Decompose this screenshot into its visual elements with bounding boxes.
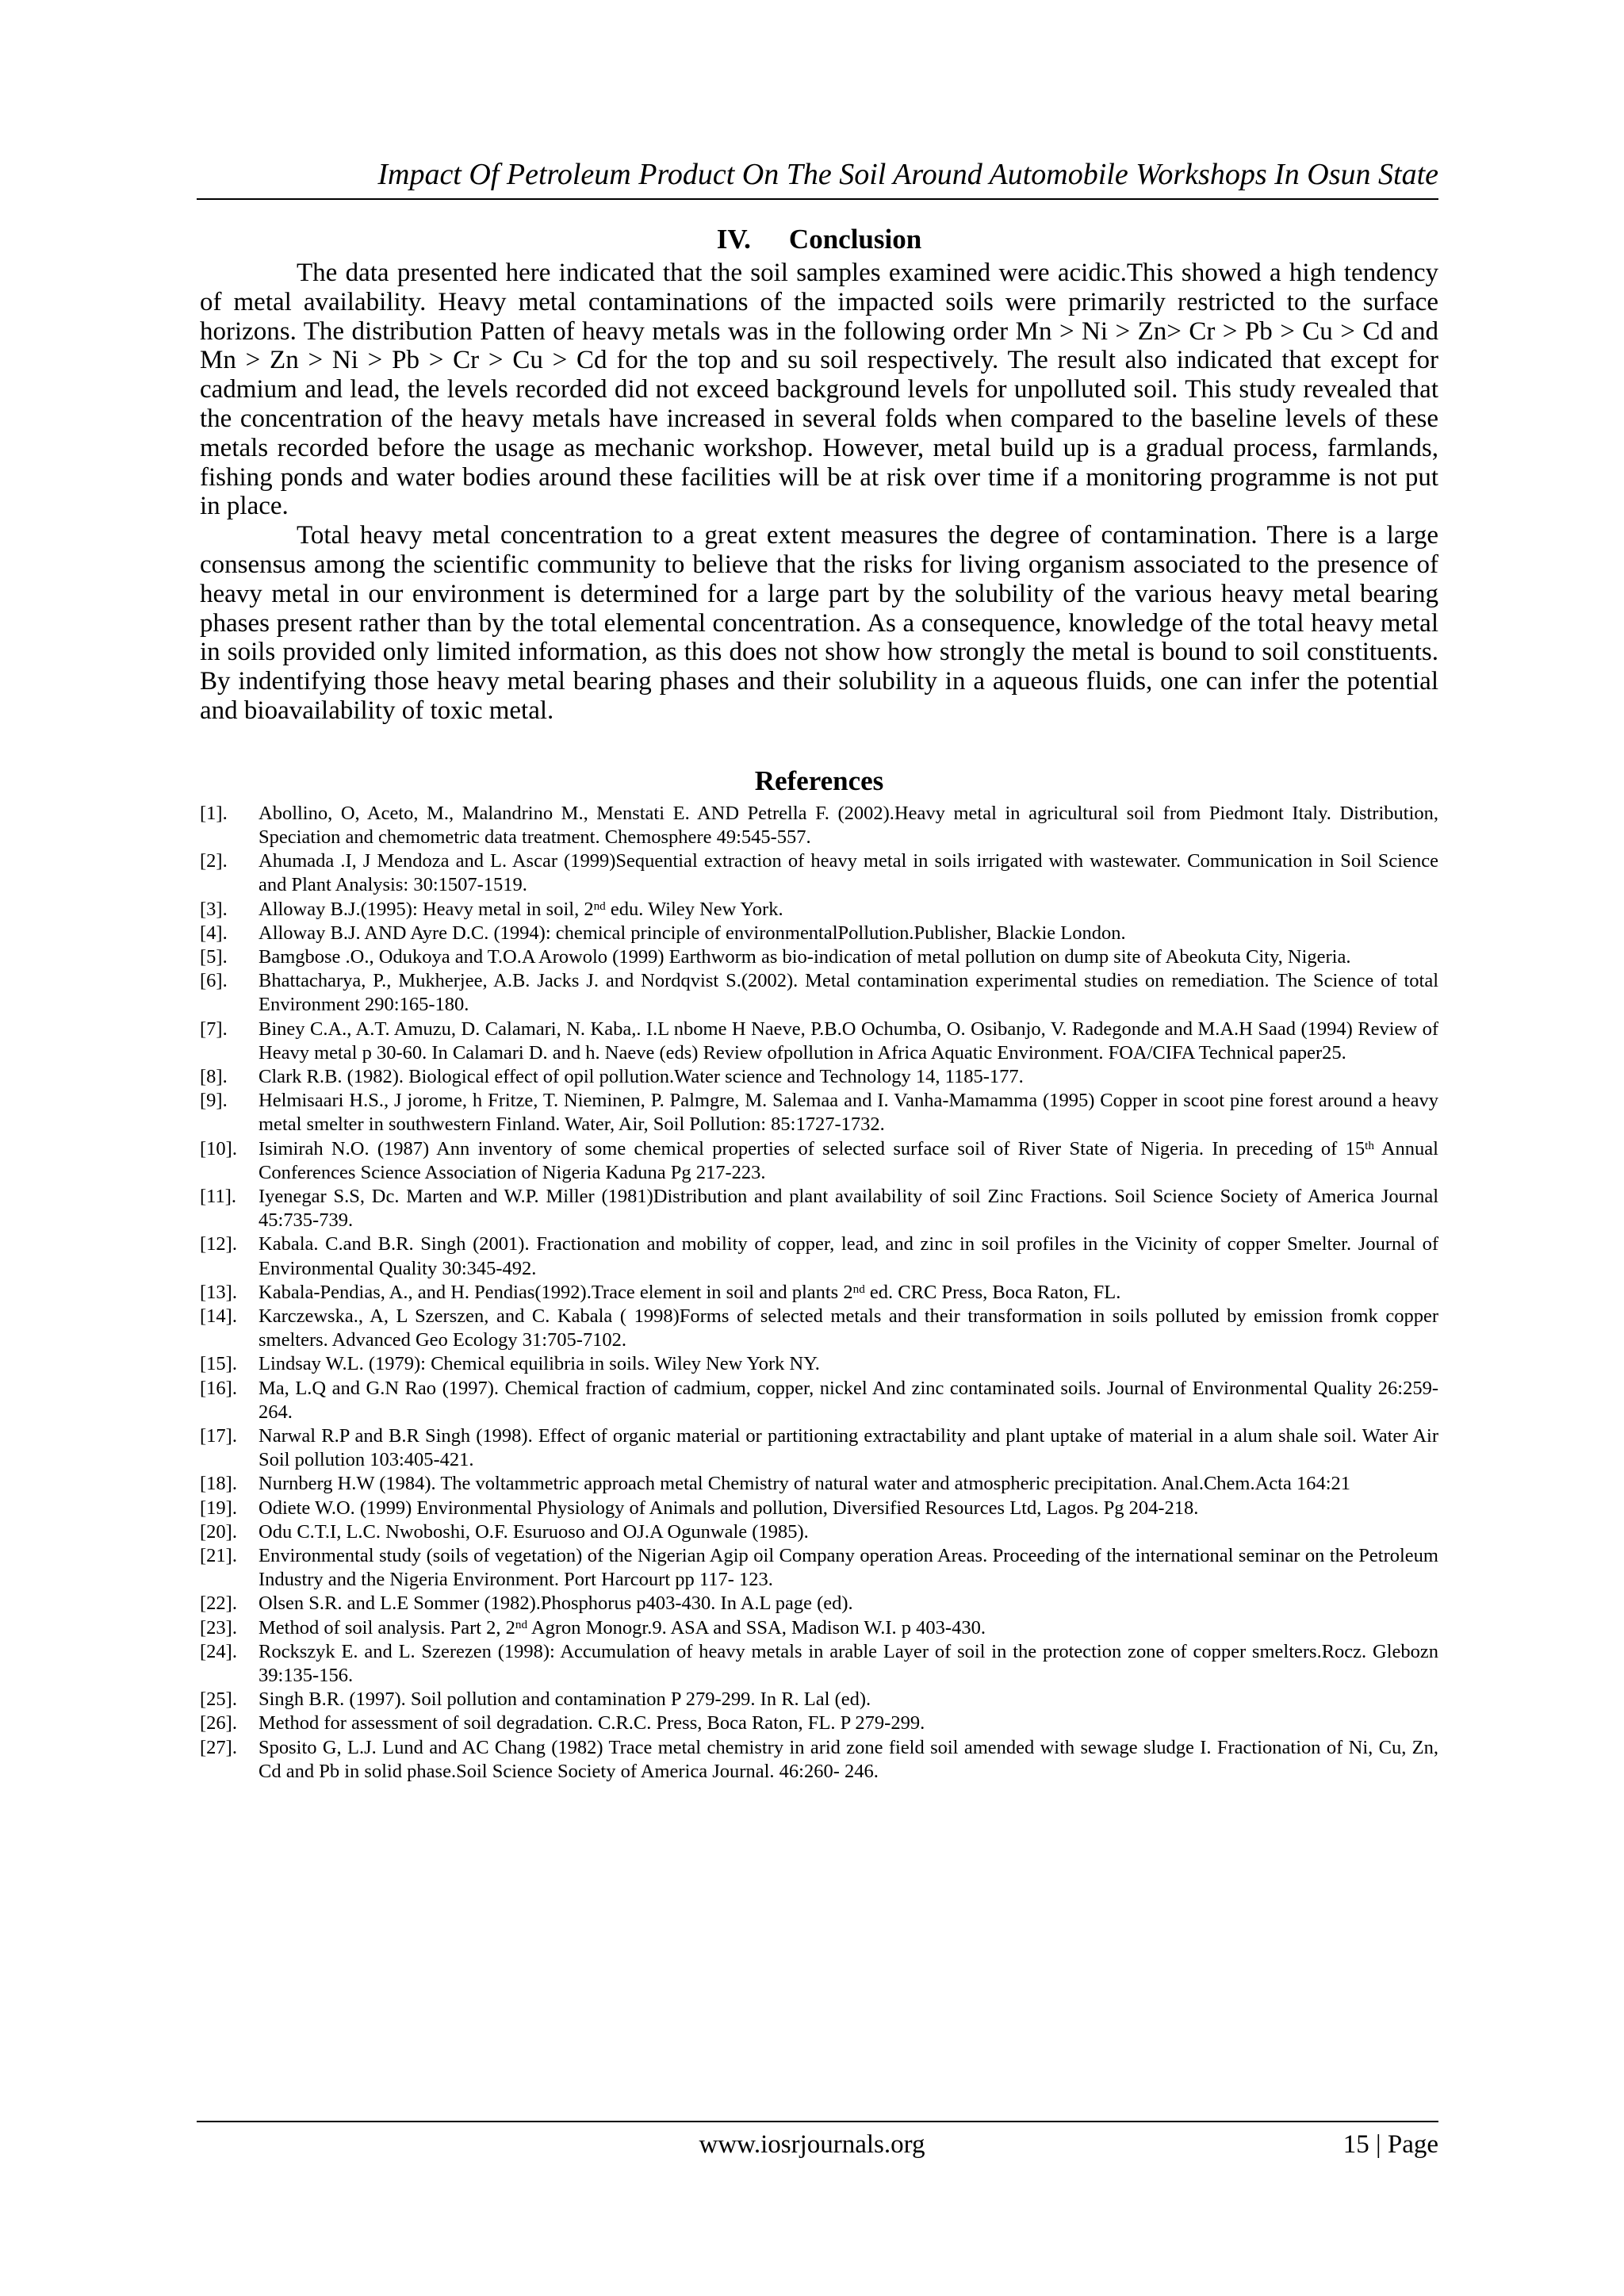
footer-rule — [197, 2121, 1438, 2122]
reference-text: Isimirah N.O. (1987) Ann inventory of some chemical properties of selected surface soil of River State of Nigeria. In preceding of 15 — [259, 1137, 1365, 1159]
reference-text: Method of soil analysis. Part 2, 2 — [259, 1616, 515, 1639]
reference-item — [200, 1472, 1438, 1496]
footer-url: www.iosrjournals.org — [699, 2130, 925, 2159]
reference-text: Rockszyk E. and L. Szerezen (1998): Accumulation of heavy metals in arable Layer of soil in the protection zone of copper smelters.Rocz. Glebozn 39:135-156. — [259, 1640, 1438, 1687]
reference-text: Ma, L.Q and G.N Rao (1997). Chemical fraction of cadmium, copper, nickel And zinc contaminated soils. Journal of Environmental Quality 26:259-264. — [259, 1377, 1438, 1423]
header-rule — [197, 198, 1438, 200]
reference-item — [200, 1352, 1438, 1376]
reference-text: Narwal R.P and B.R Singh (1998). Effect of organic material or partitioning extractability and plant uptake of material in a alum shale soil. Water Air Soil pollution 103:405-421. — [259, 1425, 1438, 1471]
section-title: Conclusion — [788, 224, 922, 255]
reference-number: [6]. — [200, 970, 228, 992]
reference-text: Nurnberg H.W (1984). The voltammetric approach metal Chemistry of natural water and atmospheric precipitation. Anal.Chem.Acta 164:21 — [259, 1473, 1351, 1495]
reference-item — [200, 1736, 1438, 1784]
reference-number: [18]. — [200, 1473, 237, 1495]
conclusion-paragraph-2: Total heavy metal concentration to a great extent measures the degree of contamination. There is a large consensus among the scientific community to believe that the risks for living organism associated to the presence of heavy metal in our environment is determined for a large part by the solubility of the various heavy metal bearing phases present rather than by the total elemental concentration. As a consequence, knowledge of the total heavy metal in soils provided only limited information, as this does not show how strongly the metal is bound to soil constituents. By indentifying those heavy metal bearing phases and their solubility in a aqueous fluids, one can infer the potential and bioavailability of toxic metal. — [200, 521, 1438, 725]
reference-text: Environmental study (soils of vegetation) of the Nigerian Agip oil Company operation Areas. Proceeding of the international seminar on the Petroleum Industry and the Nigeria Environment. Port Harcourt pp 117- 123. — [259, 1545, 1438, 1591]
reference-item — [200, 1018, 1438, 1065]
reference-text-continued: Annual Conferences Science Association of Nigeria Kaduna Pg 217-223. — [259, 1137, 1438, 1183]
reference-number: [1]. — [200, 802, 228, 824]
reference-item — [200, 1688, 1438, 1711]
reference-item — [200, 1377, 1438, 1424]
reference-number: [12]. — [200, 1233, 237, 1255]
reference-number: [9]. — [200, 1090, 228, 1112]
reference-text: Kabala. C.and B.R. Singh (2001). Fractionation and mobility of copper, lead, and zinc in soil profiles in the Vicinity of copper Smelter. Journal of Environmental Quality 30:345-492. — [259, 1233, 1438, 1279]
reference-number: [21]. — [200, 1545, 237, 1567]
reference-text: Kabala-Pendias, A., and H. Pendias(1992).Trace element in soil and plants 2 — [259, 1281, 853, 1303]
reference-item — [200, 1640, 1438, 1688]
running-header: Impact Of Petroleum Product On The Soil Around Automobile Workshops In Osun State — [377, 158, 1438, 191]
reference-text: Helmisaari H.S., J jorome, h Fritze, T. Nieminen, P. Palmgre, M. Salemaa and I. Vanha-Mamamma (1995) Copper in scoot pine forest around a heavy metal smelter in southwestern Finland. Water, Air, Soil Pollution: 85:1727-1732. — [259, 1090, 1438, 1136]
main-content — [200, 222, 1438, 1784]
reference-number: [26]. — [200, 1712, 237, 1734]
reference-item — [200, 1281, 1438, 1305]
reference-number: [3]. — [200, 898, 228, 920]
reference-item — [200, 1089, 1438, 1137]
conclusion-paragraph-1: The data presented here indicated that the soil samples examined were acidic.This showed a high tendency of metal availability. Heavy metal contaminations of the impacted soils were primarily restricted to the surface horizons. The distribution Patten of heavy metals was in the following order Mn > Ni > Zn> Cr > Pb > Cu > Cd and Mn > Zn > Ni > Pb > Cr > Cu > Cd for the top and su soil respectively. The result also indicated that except for cadmium and lead, the levels recorded did not exceed background levels for unpolluted soil. This study revealed that the concentration of the heavy metals have increased in several folds when compared to the baseline levels of these metals recorded before the usage as mechanic workshop. However, metal build up is a gradual process, farmlands, fishing ponds and water bodies around these facilities will be at risk over time if a monitoring programme is not put in place. — [200, 259, 1438, 521]
reference-text: Biney C.A., A.T. Amuzu, D. Calamari, N. Kaba,. I.L nbome H Naeve, P.B.O Ochumba, O. Osibanjo, V. Radegonde and M.A.H Saad (1994) Review of Heavy metal p 30-60. In Calamari D. and h. Naeve (eds) Review ofpollution in Africa Aquatic Environment. FOA/CIFA Technical paper25. — [259, 1018, 1438, 1064]
reference-item — [200, 1065, 1438, 1089]
reference-item — [200, 945, 1438, 969]
reference-text: Singh B.R. (1997). Soil pollution and contamination P 279-299. In R. Lal (ed). — [259, 1688, 871, 1711]
references-heading: References — [754, 765, 884, 796]
reference-item — [200, 1232, 1438, 1280]
reference-superscript: th — [1365, 1138, 1374, 1152]
page-number: 15 | Page — [1342, 2130, 1438, 2159]
reference-number: [23]. — [200, 1616, 237, 1639]
reference-text: Abollino, O, Aceto, M., Malandrino M., Menstati E. AND Petrella F. (2002).Heavy metal in agricultural soil from Piedmont Italy. Distribution, Speciation and chemometric data treatment. Chemosphere 49:545-557. — [259, 802, 1438, 848]
reference-text: Bhattacharya, P., Mukherjee, A.B. Jacks J. and Nordqvist S.(2002). Metal contamination experimental studies on remediation. The Science of total Environment 290:165-180. — [259, 970, 1438, 1016]
reference-superscript: nd — [852, 1282, 865, 1296]
reference-text: Alloway B.J.(1995): Heavy metal in soil, 2 — [259, 898, 594, 920]
reference-number: [25]. — [200, 1688, 237, 1711]
reference-text: Alloway B.J. AND Ayre D.C. (1994): chemical principle of environmentalPollution.Publisher, Blackie London. — [259, 922, 1126, 944]
reference-item — [200, 922, 1438, 945]
reference-list — [200, 802, 1438, 1784]
reference-item — [200, 1137, 1438, 1185]
reference-text: Karczewska., A, L Szerszen, and C. Kabala ( 1998)Forms of selected metals and their transformation in soils polluted by emission fromk copper smelters. Advanced Geo Ecology 31:705-7102. — [259, 1305, 1438, 1351]
reference-text: Lindsay W.L. (1979): Chemical equilibria in soils. Wiley New York NY. — [259, 1353, 820, 1375]
reference-item — [200, 1424, 1438, 1472]
reference-item — [200, 1305, 1438, 1352]
reference-item — [200, 1497, 1438, 1520]
reference-text: Sposito G, L.J. Lund and AC Chang (1982) Trace metal chemistry in arid zone field soil amended with sewage sludge I. Fractionation of Ni, Cu, Zn, Cd and Pb in solid phase.Soil Science Society of America Journal. 46:260- 246. — [259, 1736, 1438, 1782]
reference-text-continued: edu. Wiley New York. — [605, 898, 783, 920]
reference-number: [16]. — [200, 1377, 237, 1399]
reference-superscript: nd — [593, 899, 606, 913]
reference-text-continued: Agron Monogr.9. ASA and SSA, Madison W.I. p 403-430. — [527, 1616, 986, 1639]
reference-item — [200, 802, 1438, 849]
reference-number: [8]. — [200, 1065, 228, 1087]
reference-number: [7]. — [200, 1018, 228, 1040]
reference-item — [200, 1592, 1438, 1616]
reference-number: [13]. — [200, 1281, 237, 1303]
reference-number: [2]. — [200, 850, 228, 872]
reference-number: [14]. — [200, 1305, 237, 1328]
reference-superscript: nd — [515, 1617, 528, 1631]
reference-text: Ahumada .I, J Mendoza and L. Ascar (1999)Sequential extraction of heavy metal in soils irrigated with wastewater. Communication in Soil Science and Plant Analysis: 30:1507-1519. — [259, 850, 1438, 896]
reference-number: [22]. — [200, 1593, 237, 1615]
reference-text: Olsen S.R. and L.E Sommer (1982).Phosphorus p403-430. In A.L page (ed). — [259, 1593, 853, 1615]
section-heading — [200, 222, 1438, 257]
reference-text: Iyenegar S.S, Dc. Marten and W.P. Miller (1981)Distribution and plant availability of soil Zinc Fractions. Soil Science Society of America Journal 45:735-739. — [259, 1186, 1438, 1232]
reference-text: Bamgbose .O., Odukoya and T.O.A Arowolo (1999) Earthworm as bio-indication of metal pollution on dump site of Abeokuta City, Nigeria. — [259, 945, 1351, 968]
reference-number: [24]. — [200, 1640, 237, 1662]
reference-number: [19]. — [200, 1497, 237, 1519]
reference-number: [27]. — [200, 1736, 237, 1758]
reference-text: Method for assessment of soil degradation. C.R.C. Press, Boca Raton, FL. P 279-299. — [259, 1712, 925, 1734]
section-number: IV. — [716, 224, 751, 255]
reference-number: [17]. — [200, 1425, 237, 1447]
reference-item — [200, 1616, 1438, 1640]
reference-text-continued: ed. CRC Press, Boca Raton, FL. — [864, 1281, 1121, 1303]
reference-item — [200, 849, 1438, 897]
reference-item — [200, 1544, 1438, 1592]
reference-text: Clark R.B. (1982). Biological effect of opil pollution.Water science and Technology 14, 1185-177. — [259, 1065, 1024, 1087]
reference-number: [10]. — [200, 1137, 237, 1159]
reference-text: Odu C.T.I, L.C. Nwoboshi, O.F. Esuruoso and OJ.A Ogunwale (1985). — [259, 1520, 809, 1543]
reference-number: [11]. — [200, 1186, 237, 1207]
reference-number: [5]. — [200, 945, 228, 968]
reference-item — [200, 898, 1438, 922]
reference-item — [200, 1520, 1438, 1544]
reference-item — [200, 1185, 1438, 1232]
reference-text: Odiete W.O. (1999) Environmental Physiology of Animals and pollution, Diversified Resources Ltd, Lagos. Pg 204-218. — [259, 1497, 1199, 1519]
reference-item — [200, 969, 1438, 1017]
reference-number: [20]. — [200, 1520, 237, 1543]
reference-number: [15]. — [200, 1353, 237, 1375]
reference-number: [4]. — [200, 922, 228, 944]
reference-item — [200, 1711, 1438, 1735]
